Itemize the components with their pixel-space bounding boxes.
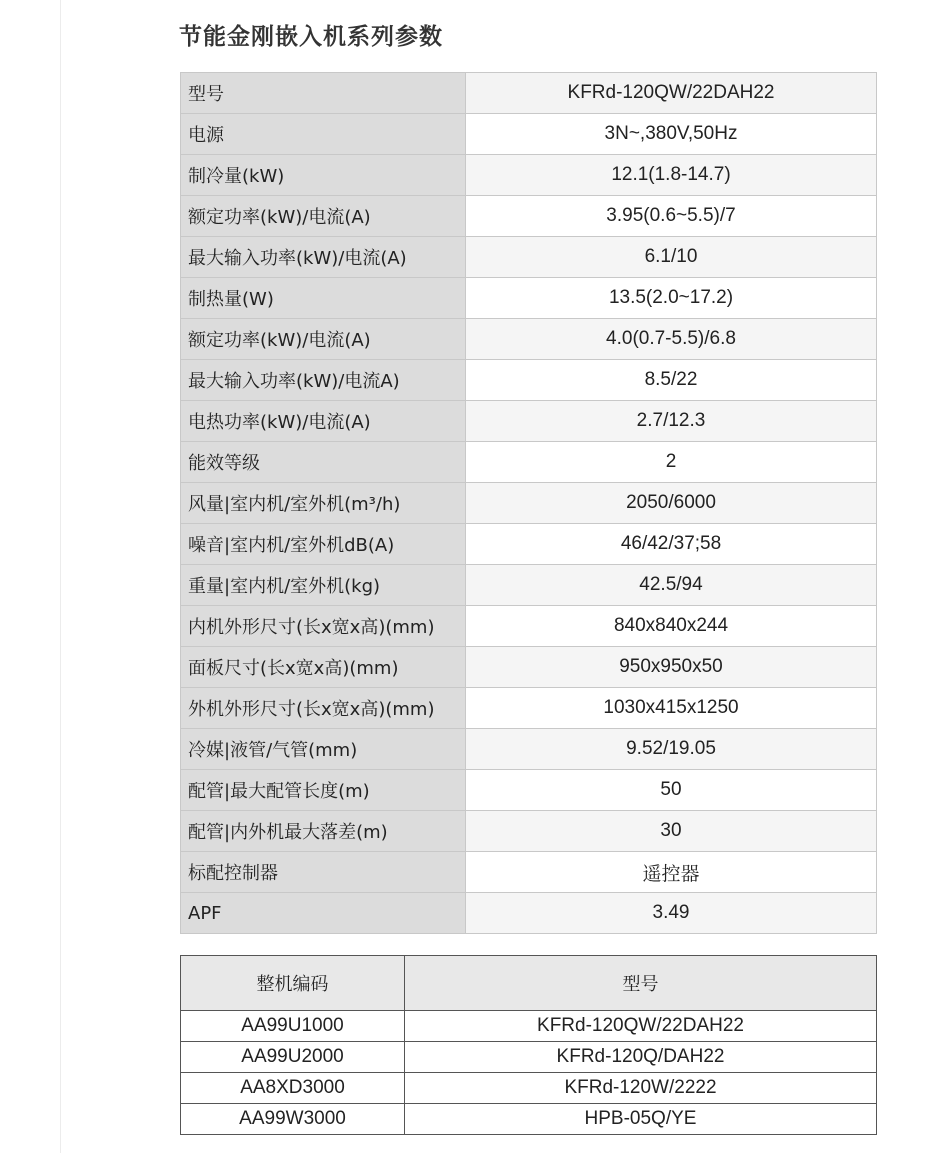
spec-label: 重量|室内机/室外机(kg) [181, 565, 466, 606]
table-row [181, 688, 877, 729]
spec-value: 840x840x244 [466, 606, 877, 647]
spec-label: 电源 [181, 114, 466, 155]
unit-code: AA99W3000 [181, 1104, 405, 1135]
spec-value: 9.52/19.05 [466, 729, 877, 770]
unit-code: AA99U1000 [181, 1011, 405, 1042]
spec-label: 最大输入功率(kW)/电流A) [181, 360, 466, 401]
table-row [181, 196, 877, 237]
spec-label: 最大输入功率(kW)/电流(A) [181, 237, 466, 278]
spec-label: 配管|最大配管长度(m) [181, 770, 466, 811]
spec-value: 13.5(2.0~17.2) [466, 278, 877, 319]
table-row [181, 647, 877, 688]
spec-value: 950x950x50 [466, 647, 877, 688]
table-row [181, 1104, 877, 1135]
spec-value: 12.1(1.8-14.7) [466, 155, 877, 196]
spec-label: 面板尺寸(长x宽x高)(mm) [181, 647, 466, 688]
spec-table [180, 72, 877, 934]
spec-value: 2050/6000 [466, 483, 877, 524]
table-row [181, 319, 877, 360]
spec-label: 额定功率(kW)/电流(A) [181, 319, 466, 360]
table-row [181, 360, 877, 401]
unit-code: AA8XD3000 [181, 1073, 405, 1104]
spec-label: 配管|内外机最大落差(m) [181, 811, 466, 852]
model-number: KFRd-120QW/22DAH22 [405, 1011, 877, 1042]
code-table-header [181, 956, 877, 1011]
spec-label: 制热量(W) [181, 278, 466, 319]
spec-value: 遥控器 [466, 852, 877, 893]
spec-value: 1030x415x1250 [466, 688, 877, 729]
table-row [181, 278, 877, 319]
header-code: 整机编码 [181, 956, 405, 1011]
spec-label: 额定功率(kW)/电流(A) [181, 196, 466, 237]
spec-label: 制冷量(kW) [181, 155, 466, 196]
table-row [181, 483, 877, 524]
table-row [181, 893, 877, 934]
spec-label: 风量|室内机/室外机(m³/h) [181, 483, 466, 524]
spec-value: 50 [466, 770, 877, 811]
spec-label: 外机外形尺寸(长x宽x高)(mm) [181, 688, 466, 729]
left-divider [60, 0, 61, 1153]
spec-value: 3N~,380V,50Hz [466, 114, 877, 155]
table-row [181, 770, 877, 811]
spec-label: 能效等级 [181, 442, 466, 483]
table-row [181, 811, 877, 852]
spec-value: 42.5/94 [466, 565, 877, 606]
table-row [181, 524, 877, 565]
table-row [181, 237, 877, 278]
spec-value: 8.5/22 [466, 360, 877, 401]
spec-value: 2 [466, 442, 877, 483]
table-row [181, 401, 877, 442]
spec-value: 3.95(0.6~5.5)/7 [466, 196, 877, 237]
table-row [181, 565, 877, 606]
spec-label: 噪音|室内机/室外机dB(A) [181, 524, 466, 565]
model-number: KFRd-120Q/DAH22 [405, 1042, 877, 1073]
table-row [181, 442, 877, 483]
spec-label: 冷媒|液管/气管(mm) [181, 729, 466, 770]
spec-value: 46/42/37;58 [466, 524, 877, 565]
spec-value: 6.1/10 [466, 237, 877, 278]
table-row [181, 114, 877, 155]
spec-label: 标配控制器 [181, 852, 466, 893]
spec-value: 3.49 [466, 893, 877, 934]
table-row [181, 1073, 877, 1104]
spec-label: APF [181, 893, 466, 934]
spec-value: 4.0(0.7-5.5)/6.8 [466, 319, 877, 360]
spec-label: 型号 [181, 73, 466, 114]
header-model: 型号 [405, 956, 877, 1011]
unit-code: AA99U2000 [181, 1042, 405, 1073]
table-row [181, 606, 877, 647]
spec-label: 电热功率(kW)/电流(A) [181, 401, 466, 442]
spec-value: KFRd-120QW/22DAH22 [466, 73, 877, 114]
code-table [180, 955, 877, 1135]
table-row [181, 73, 877, 114]
spec-value: 2.7/12.3 [466, 401, 877, 442]
model-number: HPB-05Q/YE [405, 1104, 877, 1135]
spec-label: 内机外形尺寸(长x宽x高)(mm) [181, 606, 466, 647]
table-row [181, 1011, 877, 1042]
table-row [181, 155, 877, 196]
model-number: KFRd-120W/2222 [405, 1073, 877, 1104]
page-title: 节能金刚嵌入机系列参数 [179, 24, 443, 50]
spec-value: 30 [466, 811, 877, 852]
table-row [181, 852, 877, 893]
table-row [181, 729, 877, 770]
table-row [181, 1042, 877, 1073]
